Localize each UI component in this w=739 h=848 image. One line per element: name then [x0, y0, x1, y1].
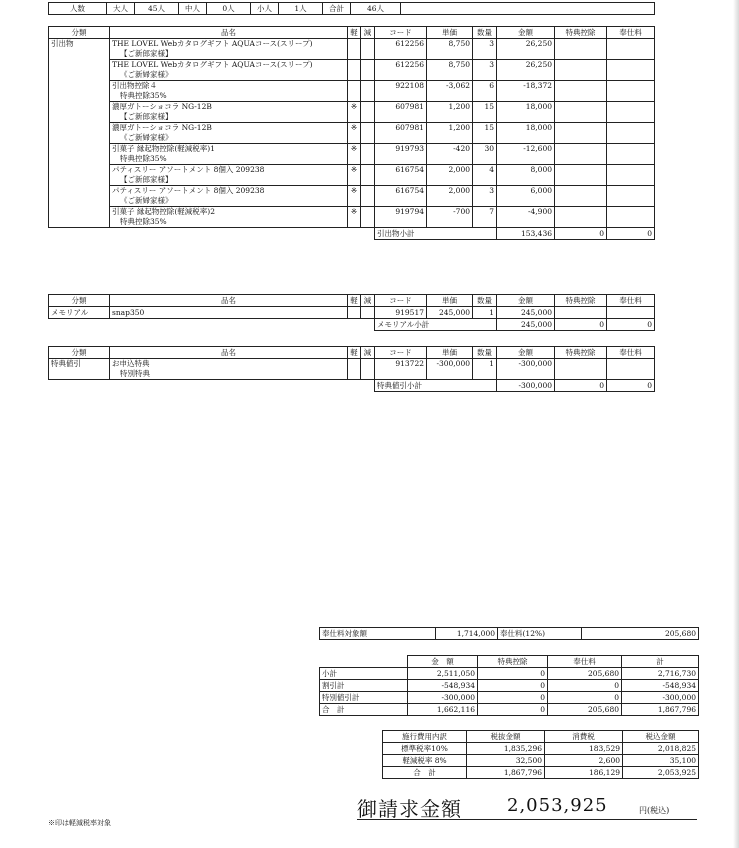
memorial-amount: 245,000	[497, 307, 555, 319]
col-deduction: 特典控除	[555, 347, 607, 359]
col-deduction: 特典控除	[555, 295, 607, 307]
item-amount: -18,372	[497, 81, 555, 102]
tax-table	[382, 730, 699, 779]
tax-value: 2,018,825	[623, 743, 699, 755]
col-category: 分類	[49, 347, 110, 359]
item-amount: -12,600	[497, 144, 555, 165]
tax-header-incl: 税込金額	[623, 731, 699, 743]
tax-header-breakdown: 施行費用内訳	[383, 731, 467, 743]
discount-item	[110, 359, 348, 380]
gifts-subtotal: 153,436	[497, 228, 555, 240]
reduced-tax-mark	[348, 60, 361, 81]
item-cell	[110, 39, 348, 60]
discount-subtotal: -300,000	[497, 380, 555, 392]
summary-row-label: 合 計	[320, 704, 408, 716]
item-name: 引菓子 縁起物控除(軽減税率)1	[112, 144, 216, 153]
table-row	[49, 39, 655, 60]
summary-value: 2,511,050	[408, 668, 478, 680]
gifts-subtotal-label: 引出物小計	[375, 228, 497, 240]
col-code: コード	[375, 295, 427, 307]
small-label: 小人	[251, 3, 279, 15]
item-sub: 【ご新郎家様】	[120, 49, 173, 58]
table-row	[49, 60, 655, 81]
adult-label: 大人	[107, 3, 135, 15]
summary-value: 2,716,730	[622, 668, 699, 680]
item-name: THE LOVEL Webカタログギフト AQUAコース(スリープ)	[112, 60, 313, 69]
memorial-subtotal-label: メモリアル小計	[375, 319, 497, 331]
col-reduce: 減	[361, 295, 375, 307]
tax-row-label: 軽減税率 8%	[383, 755, 467, 767]
table-row	[49, 165, 655, 186]
table-row	[49, 144, 655, 165]
footnote: ※印は軽減税率対象	[48, 819, 111, 827]
summary-header-total: 計	[622, 656, 699, 668]
item-code: 919793	[375, 144, 427, 165]
reduced-tax-mark: ※	[348, 207, 361, 228]
summary-row	[320, 692, 699, 704]
item-cell	[110, 123, 348, 144]
col-amount: 金額	[497, 347, 555, 359]
col-light: 軽	[348, 295, 361, 307]
item-name: 濃厚ガトーショコラ NG-12B	[112, 123, 212, 132]
item-cell	[110, 207, 348, 228]
item-name: 濃厚ガトーショコラ NG-12B	[112, 102, 212, 111]
item-price: 2,000	[427, 186, 473, 207]
summary-value: 0	[548, 692, 622, 704]
reduced-tax-mark	[348, 39, 361, 60]
summary-row	[320, 704, 699, 716]
col-deduction: 特典控除	[555, 27, 607, 39]
item-sub: 《ご新婦家様》	[120, 196, 173, 205]
tax-value: 1,867,796	[467, 767, 545, 779]
reduced-tax-mark	[348, 81, 361, 102]
item-qty: 7	[473, 207, 497, 228]
table-row	[49, 123, 655, 144]
service-base-label: 奉仕料対象額	[320, 628, 436, 640]
gifts-table	[48, 26, 655, 240]
item-amount: 6,000	[497, 186, 555, 207]
summary-row-label: 小計	[320, 668, 408, 680]
tax-header-excl: 税抜金額	[467, 731, 545, 743]
memorial-qty: 1	[473, 307, 497, 319]
tax-value: 1,835,296	[467, 743, 545, 755]
col-qty: 数量	[473, 295, 497, 307]
tax-row	[383, 743, 699, 755]
col-reduce: 減	[361, 27, 375, 39]
col-item: 品名	[110, 27, 348, 39]
item-qty: 3	[473, 39, 497, 60]
discount-category: 特典値引	[49, 359, 110, 380]
gifts-sub-deduction: 0	[555, 228, 607, 240]
item-cell	[110, 102, 348, 123]
item-name: 引出物控除４	[112, 81, 157, 90]
item-code: 919794	[375, 207, 427, 228]
small-count: 1人	[279, 3, 323, 15]
item-code: 607981	[375, 123, 427, 144]
summary-header-service: 奉仕料	[548, 656, 622, 668]
discount-name: お申込特典	[112, 359, 150, 368]
memorial-category: メモリアル	[49, 307, 110, 319]
invoice-label: 御請求金額	[357, 797, 462, 821]
summary-value: -548,934	[622, 680, 699, 692]
memorial-code: 919517	[375, 307, 427, 319]
summary-value: 0	[478, 680, 548, 692]
item-price: 8,750	[427, 60, 473, 81]
item-code: 612256	[375, 60, 427, 81]
table-row	[49, 186, 655, 207]
service-fee-table	[319, 627, 699, 640]
invoice-total	[357, 793, 697, 820]
summary-value: 0	[478, 704, 548, 716]
item-code: 612256	[375, 39, 427, 60]
item-code: 607981	[375, 102, 427, 123]
summary-value: 0	[548, 680, 622, 692]
summary-value: -548,934	[408, 680, 478, 692]
child-count: 0人	[207, 3, 251, 15]
col-item: 品名	[110, 347, 348, 359]
memorial-price: 245,000	[427, 307, 473, 319]
item-cell	[110, 144, 348, 165]
item-qty: 3	[473, 186, 497, 207]
child-label: 中人	[179, 3, 207, 15]
reduced-tax-mark: ※	[348, 123, 361, 144]
tax-header-tax: 消費税	[545, 731, 623, 743]
invoice-unit: 円(税込)	[639, 806, 670, 815]
item-cell	[110, 186, 348, 207]
item-qty: 6	[473, 81, 497, 102]
col-light: 軽	[348, 27, 361, 39]
headcount-label: 人数	[49, 3, 107, 15]
item-name: 引菓子 縁起物控除(軽減税率)2	[112, 207, 216, 216]
summary-value: 0	[478, 692, 548, 704]
summary-value: 205,680	[548, 704, 622, 716]
table-row	[49, 102, 655, 123]
summary-value: 0	[478, 668, 548, 680]
discount-subtotal-label: 特典値引小計	[375, 380, 497, 392]
adult-count: 45人	[135, 3, 179, 15]
item-cell	[110, 165, 348, 186]
discount-table	[48, 346, 655, 392]
item-code: 922108	[375, 81, 427, 102]
summary-header-amount: 金 額	[408, 656, 478, 668]
item-cell	[110, 81, 348, 102]
table-row	[49, 307, 655, 319]
item-name: THE LOVEL Webカタログギフト AQUAコース(スリープ)	[112, 39, 313, 48]
service-rate-label: 奉仕料(12%)	[498, 628, 582, 640]
discount-sub-service: 0	[607, 380, 655, 392]
item-price: -3,062	[427, 81, 473, 102]
col-service: 奉仕料	[607, 27, 655, 39]
memorial-name: snap350	[110, 307, 348, 319]
page-edge-shadow	[733, 0, 739, 848]
item-price: 1,200	[427, 102, 473, 123]
reduced-tax-mark: ※	[348, 186, 361, 207]
service-fee: 205,680	[582, 628, 699, 640]
service-base: 1,714,000	[436, 628, 498, 640]
col-price: 単価	[427, 27, 473, 39]
item-amount: 8,000	[497, 165, 555, 186]
memorial-sub-service: 0	[607, 319, 655, 331]
summary-header-deduction: 特典控除	[478, 656, 548, 668]
tax-row	[383, 755, 699, 767]
summary-row-label: 割引計	[320, 680, 408, 692]
gifts-sub-service: 0	[607, 228, 655, 240]
item-cell	[110, 60, 348, 81]
discount-price: -300,000	[427, 359, 473, 380]
headcount-spacer	[401, 3, 655, 15]
col-category: 分類	[49, 27, 110, 39]
tax-row-label: 標準税率10%	[383, 743, 467, 755]
item-amount: -4,900	[497, 207, 555, 228]
col-light: 軽	[348, 347, 361, 359]
item-qty: 30	[473, 144, 497, 165]
reduced-tax-mark: ※	[348, 165, 361, 186]
col-code: コード	[375, 347, 427, 359]
tax-value: 2,600	[545, 755, 623, 767]
memorial-table	[48, 294, 655, 331]
summary-value: -300,000	[408, 692, 478, 704]
col-amount: 金額	[497, 295, 555, 307]
item-code: 616754	[375, 165, 427, 186]
gifts-category: 引出物	[49, 39, 110, 228]
reduced-tax-mark: ※	[348, 144, 361, 165]
item-price: 8,750	[427, 39, 473, 60]
table-row	[49, 81, 655, 102]
item-code: 616754	[375, 186, 427, 207]
item-sub: 《ご新婦家様》	[120, 70, 173, 79]
col-category: 分類	[49, 295, 110, 307]
col-price: 単価	[427, 347, 473, 359]
item-amount: 26,250	[497, 60, 555, 81]
tax-value: 35,100	[623, 755, 699, 767]
item-name: パティスリー アソートメント 8個入 209238	[112, 186, 265, 195]
item-amount: 26,250	[497, 39, 555, 60]
summary-value: 205,680	[548, 668, 622, 680]
total-label: 合計	[323, 3, 351, 15]
tax-value: 186,129	[545, 767, 623, 779]
item-name: パティスリー アソートメント 8個入 209238	[112, 165, 265, 174]
memorial-sub-deduction: 0	[555, 319, 607, 331]
col-code: コード	[375, 27, 427, 39]
col-service: 奉仕料	[607, 295, 655, 307]
col-price: 単価	[427, 295, 473, 307]
item-amount: 18,000	[497, 123, 555, 144]
discount-amount: -300,000	[497, 359, 555, 380]
discount-sub: 特別特典	[120, 369, 150, 378]
col-reduce: 減	[361, 347, 375, 359]
total-count: 46人	[351, 3, 401, 15]
discount-qty: 1	[473, 359, 497, 380]
item-qty: 15	[473, 123, 497, 144]
headcount-table	[48, 2, 655, 15]
item-qty: 3	[473, 60, 497, 81]
tax-row	[383, 767, 699, 779]
item-amount: 18,000	[497, 102, 555, 123]
summary-value: 1,867,796	[622, 704, 699, 716]
item-price: 1,200	[427, 123, 473, 144]
summary-row	[320, 680, 699, 692]
summary-table	[319, 655, 699, 716]
item-sub: 【ご新郎家様】	[120, 112, 173, 121]
col-qty: 数量	[473, 27, 497, 39]
item-price: -700	[427, 207, 473, 228]
col-item: 品名	[110, 295, 348, 307]
table-row	[49, 359, 655, 380]
tax-row-label: 合 計	[383, 767, 467, 779]
discount-sub-deduction: 0	[555, 380, 607, 392]
invoice-amount: 2,053,925	[507, 795, 608, 816]
reduced-tax-mark: ※	[348, 102, 361, 123]
tax-value: 2,053,925	[623, 767, 699, 779]
memorial-subtotal: 245,000	[497, 319, 555, 331]
item-qty: 15	[473, 102, 497, 123]
item-qty: 4	[473, 165, 497, 186]
item-sub: 【ご新郎家様】	[120, 175, 173, 184]
item-price: 2,000	[427, 165, 473, 186]
col-qty: 数量	[473, 347, 497, 359]
summary-value: 1,662,116	[408, 704, 478, 716]
col-service: 奉仕料	[607, 347, 655, 359]
item-sub: 特典控除35%	[120, 91, 167, 100]
table-row	[49, 207, 655, 228]
item-sub: 《ご新婦家様》	[120, 133, 173, 142]
summary-row-label: 特別値引計	[320, 692, 408, 704]
tax-value: 183,529	[545, 743, 623, 755]
item-sub: 特典控除35%	[120, 217, 167, 226]
col-amount: 金額	[497, 27, 555, 39]
summary-value: -300,000	[622, 692, 699, 704]
tax-value: 32,500	[467, 755, 545, 767]
summary-row	[320, 668, 699, 680]
item-price: -420	[427, 144, 473, 165]
item-sub: 特典控除35%	[120, 154, 167, 163]
discount-code: 913722	[375, 359, 427, 380]
